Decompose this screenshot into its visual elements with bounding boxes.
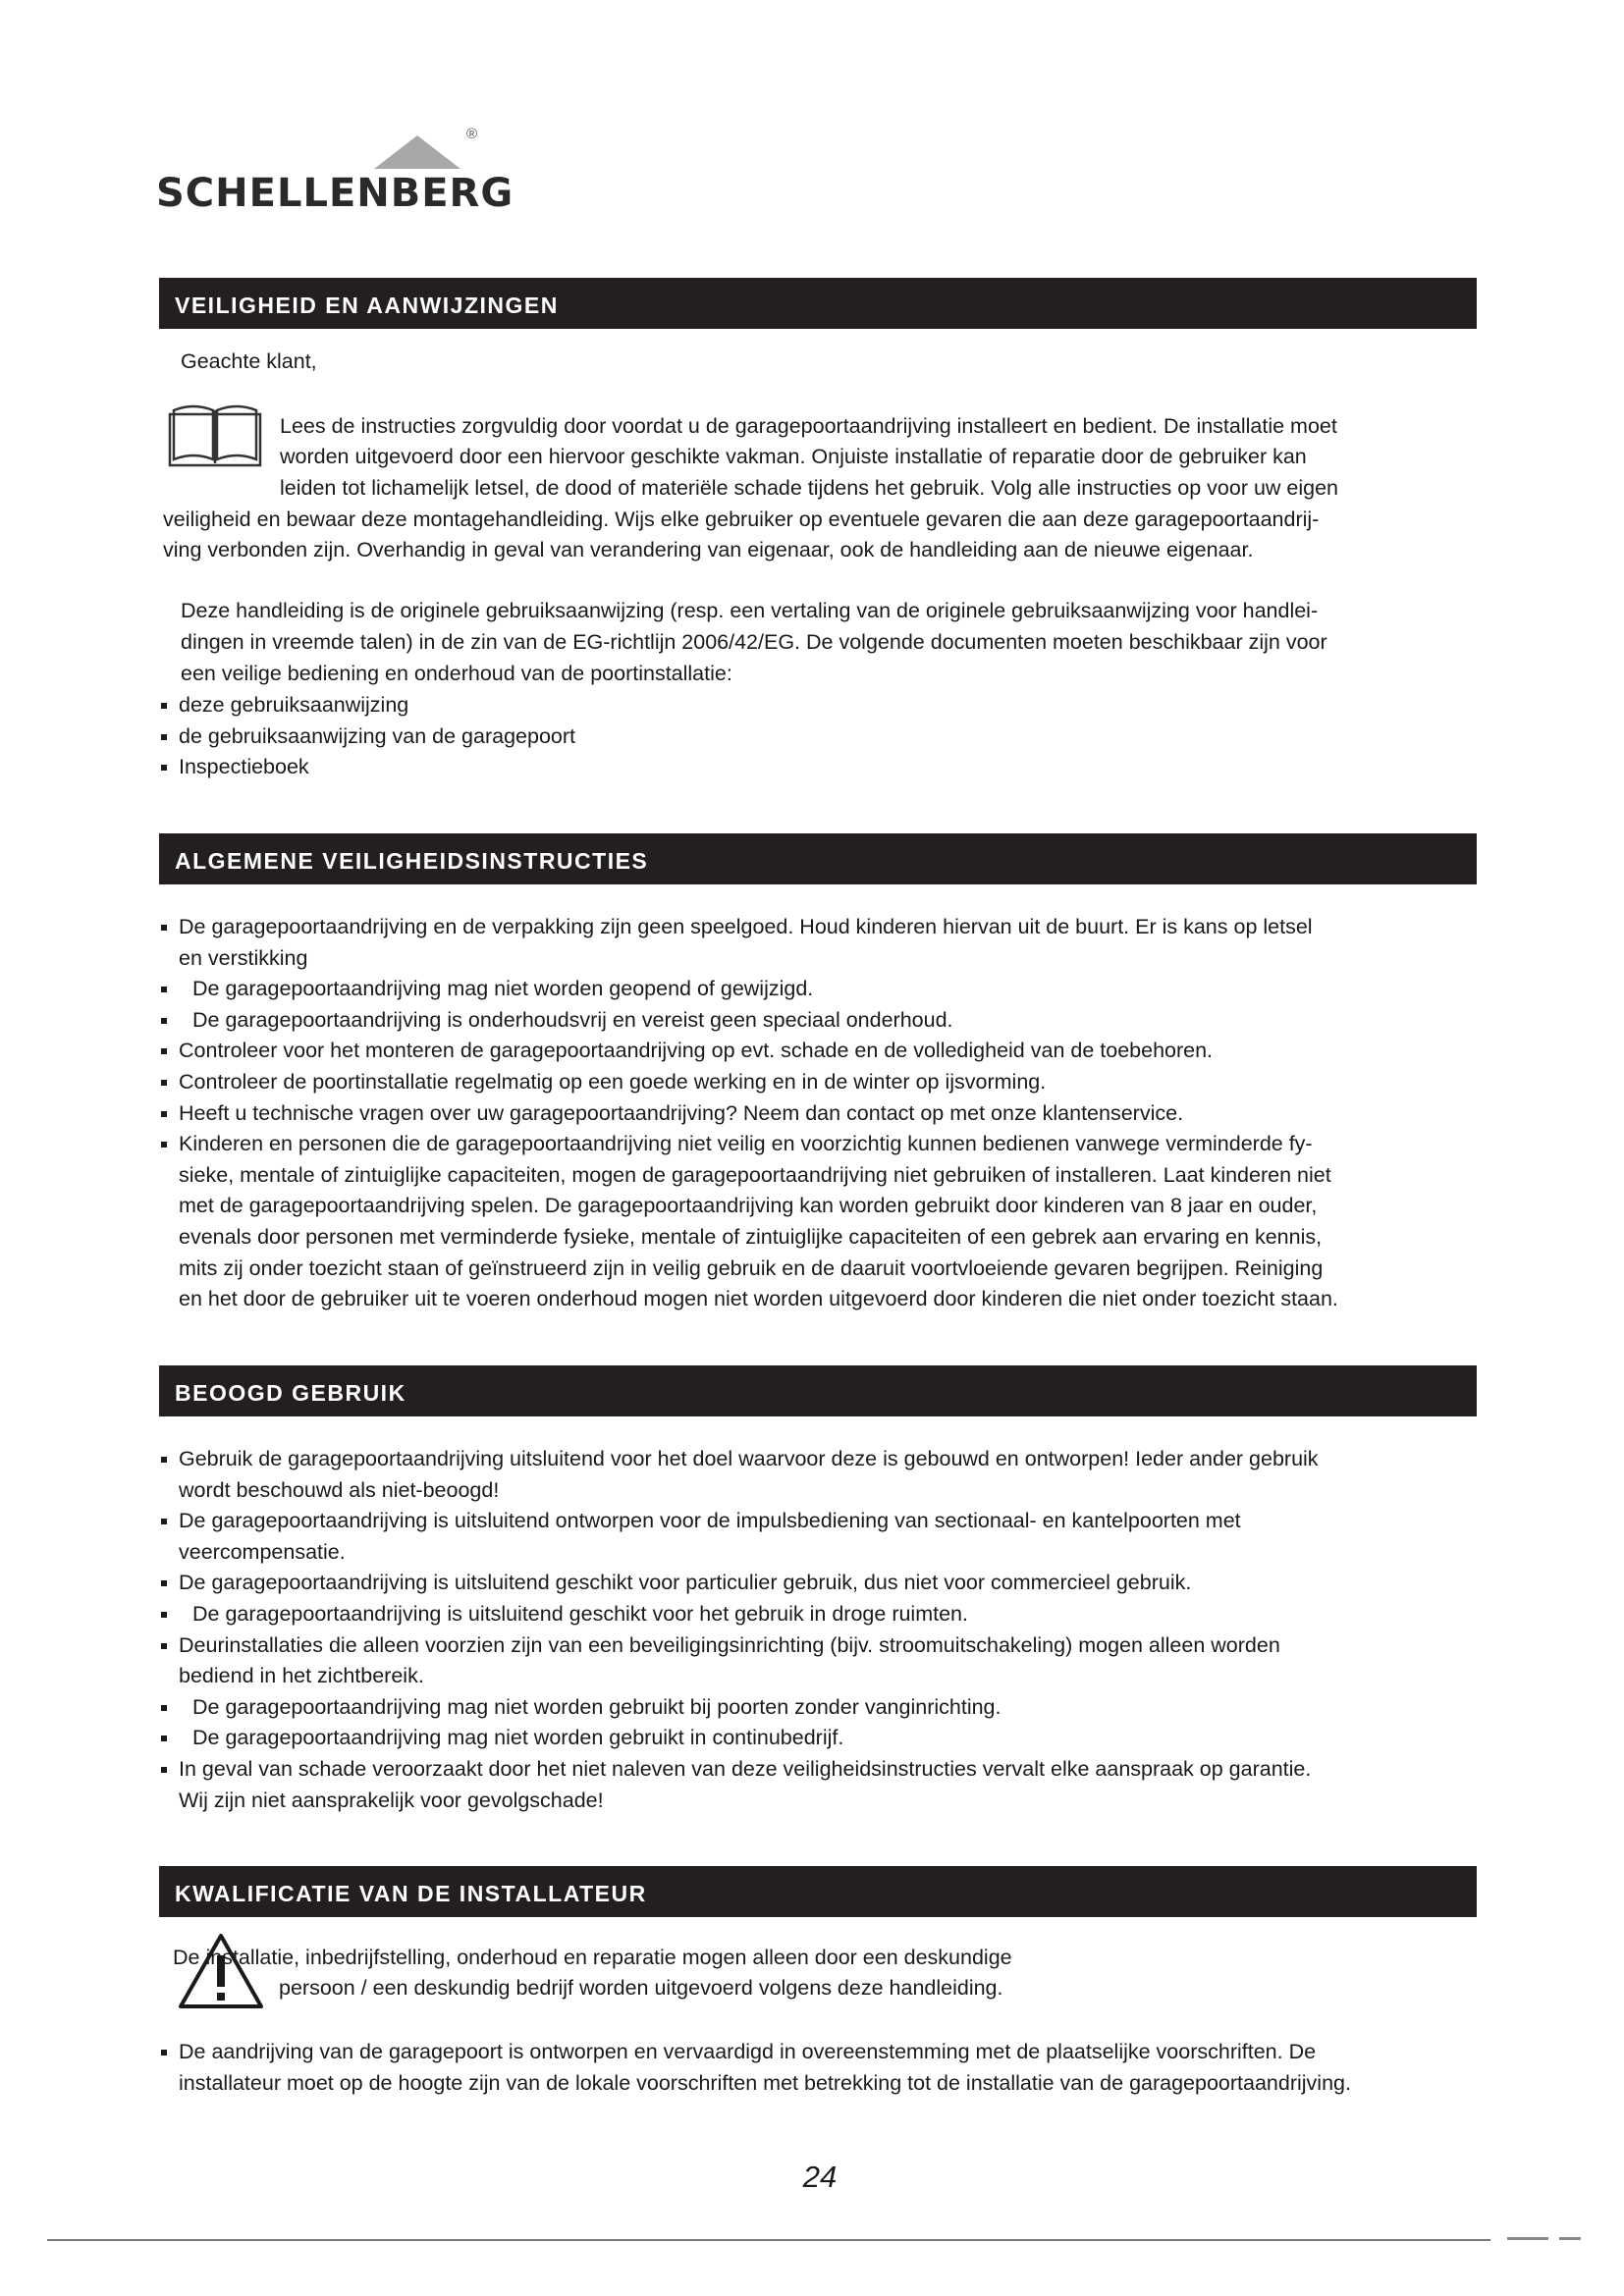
list-item: De garagepoortaandrijving is uitsluitend geschikt voor particulier gebruik, dus niet voor commercieel gebruik. xyxy=(159,1568,1480,1599)
book-icon xyxy=(166,400,264,471)
intro-line-4: veiligheid en bewaar deze montagehandleiding. Wijs elke gebruiker op eventuele gevaren die aan deze garagepoortaandrij- xyxy=(163,507,1320,531)
list-item: Controleer voor het monteren de garagepoortaandrijving op evt. schade en de volledigheid van de toebehoren. xyxy=(159,1036,1480,1067)
footer-divider-segment xyxy=(1559,2237,1581,2240)
intro-line-1: Lees de instructies zorgvuldig door voordat u de garagepoortaandrijving installeert en bedient. De installatie moet xyxy=(280,414,1337,438)
registered-mark: ® xyxy=(466,126,478,142)
list-item: De garagepoortaandrijving mag niet worden geopend of gewijzigd. xyxy=(159,974,1480,1005)
list-item: De garagepoortaandrijving is uitsluitend ontworpen voor de impulsbediening van sectionaal- en kantelpoorten met veercompensatie. xyxy=(159,1506,1480,1568)
list-item: De garagepoortaandrijving is uitsluitend geschikt voor het gebruik in droge ruimten. xyxy=(159,1599,1480,1630)
footer-divider-segment xyxy=(1507,2237,1548,2240)
list-item: De garagepoortaandrijving mag niet worden gebruikt bij poorten zonder vanginrichting. xyxy=(159,1692,1480,1724)
warning-line-2: persoon / een deskundig bedrijf worden uitgevoerd volgens deze handleiding. xyxy=(279,1976,1003,2000)
list-item: Gebruik de garagepoortaandrijving uitsluitend voor het doel waarvoor deze is gebouwd en ontworpen! Ieder ander gebruik wordt beschouwd als niet-beoogd! xyxy=(159,1444,1480,1506)
intro-line-5: ving verbonden zijn. Overhandig in geval van verandering van eigenaar, ook de handleiding aan de nieuwe eigenaar. xyxy=(163,538,1254,561)
list-item: deze gebruiksaanwijzing xyxy=(159,690,575,721)
section-heading-intended-use: BEOOGD GEBRUIK xyxy=(159,1365,1477,1416)
list-item: De aandrijving van de garagepoort is ontworpen en vervaardigd in overeenstemming met de plaatselijke voorschriften. De installateur moet op de hoogte zijn van de lokale voorschriften met betrekking tot de installatie van de garagepoortaandrijving. xyxy=(159,2037,1480,2099)
list-item: Deurinstallaties die alleen voorzien zijn van een beveiligingsinrichting (bijv. stroomuitschakeling) mogen alleen worden bediend in het zichtbereik. xyxy=(159,1630,1480,1692)
list-item: De garagepoortaandrijving en de verpakking zijn geen speelgoed. Houd kinderen hiervan uit de buurt. Er is kans op letsel en verstikking xyxy=(159,912,1480,974)
list-item: De garagepoortaandrijving is onderhoudsvrij en vereist geen speciaal onderhoud. xyxy=(159,1005,1480,1037)
brand-logo xyxy=(156,126,514,224)
roof-icon xyxy=(374,133,460,169)
list-item: Kinderen en personen die de garagepoortaandrijving niet veilig en voorzichtig kunnen bedienen vanwege verminderde fy- sieke, mentale of zintuiglijke capaciteiten, mogen de garagepoortaandrijving niet gebruiken of installeren. Laat kinderen niet met de garagepoortaandrijving spelen. De garagepoortaandrijving kan worden gebruikt door kinderen van 8 jaar en ouder, evenals door personen met verminderde fysieke, mentale of zintuiglijke capaciteiten of een gebrek aan ervaring en kennis, mits zij onder toezicht staan of geïnstrueerd zijn in veilig gebruik en de daaruit voortvloeiende gevaren begrijpen. Reiniging en het door de gebruiker uit te voeren onderhoud mogen niet worden uitgevoerd door kinderen die niet onder toezicht staan. xyxy=(159,1129,1480,1315)
list-item: Controleer de poortinstallatie regelmatig op een goede werking en in de winter op ijsvorming. xyxy=(159,1067,1480,1098)
list-item: Heeft u technische vragen over uw garagepoortaandrijving? Neem dan contact op met onze klantenservice. xyxy=(159,1098,1480,1130)
general-safety-list xyxy=(159,912,1480,1315)
list-item: De garagepoortaandrijving mag niet worden gebruikt in continubedrijf. xyxy=(159,1723,1480,1754)
section-heading-installer: KWALIFICATIE VAN DE INSTALLATEUR xyxy=(159,1866,1477,1917)
page-number: 24 xyxy=(802,2160,838,2194)
section-heading-safety: VEILIGHEID EN AANWIJZINGEN xyxy=(159,278,1477,329)
list-item: Inspectieboek xyxy=(159,752,575,783)
salutation: Geachte klant, xyxy=(181,349,317,373)
footer-divider xyxy=(47,2239,1490,2241)
intro-line-2: worden uitgevoerd door een hiervoor geschikte vakman. Onjuiste installatie of reparatie door de gebruiker kan xyxy=(280,445,1307,468)
intro-line-3: leiden tot lichamelijk letsel, de dood of materiële schade tijdens het gebruik. Volg alle instructies op voor uw eigen xyxy=(280,476,1339,500)
section-heading-general-safety: ALGEMENE VEILIGHEIDSINSTRUCTIES xyxy=(159,833,1477,884)
warning-line-1: De installatie, inbedrijfstelling, onderhoud en reparatie mogen alleen door een deskundige xyxy=(173,1946,1012,1969)
list-item: In geval van schade veroorzaakt door het niet naleven van deze veiligheidsinstructies vervalt elke aanspraak op garantie. Wij zijn niet aansprakelijk voor gevolgschade! xyxy=(159,1754,1480,1816)
brand-name: SCHELLENBERG xyxy=(156,171,514,216)
manual-line-1: Deze handleiding is de originele gebruiksaanwijzing (resp. een vertaling van de originele gebruiksaanwijzing voor handlei- xyxy=(181,599,1319,622)
manual-line-2: dingen in vreemde talen) in de zin van de EG-richtlijn 2006/42/EG. De volgende documenten moeten beschikbaar zijn voor xyxy=(181,630,1327,654)
intended-use-list xyxy=(159,1444,1480,1816)
list-item: de gebruiksaanwijzing van de garagepoort xyxy=(159,721,575,753)
manual-line-3: een veilige bediening en onderhoud van de poortinstallatie: xyxy=(181,662,732,685)
document-list xyxy=(159,690,575,783)
installer-list xyxy=(159,2037,1480,2099)
